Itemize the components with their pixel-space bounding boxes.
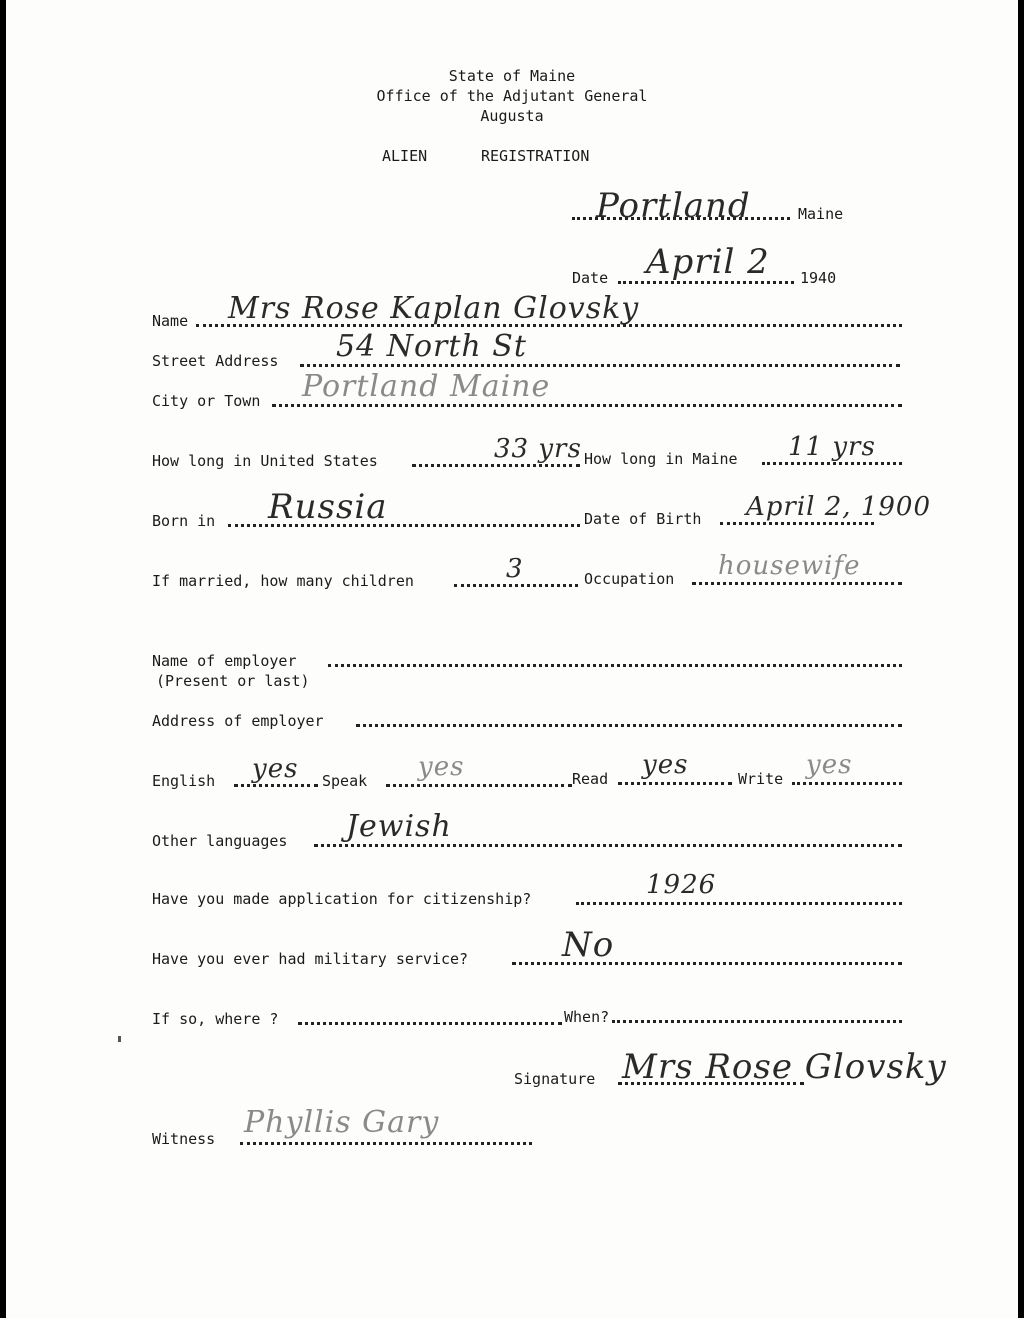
when-line	[612, 1017, 902, 1023]
military-value: No	[562, 925, 615, 965]
signature-value: Mrs Rose Glovsky	[622, 1047, 947, 1087]
city-label: City or Town	[152, 392, 261, 410]
born-label: Born in	[152, 512, 216, 530]
header-office: Office of the Adjutant General	[376, 87, 648, 105]
employer-label: Name of employer	[152, 652, 297, 670]
street-label: Street Address	[152, 352, 279, 370]
speak-line	[386, 781, 572, 787]
us-label: How long in United States	[152, 452, 378, 470]
title-alien: ALIEN	[382, 147, 428, 165]
citizenship-label: Have you made application for citizenship?	[152, 890, 532, 908]
name-value: Mrs Rose Kaplan Glovsky	[228, 291, 640, 326]
citizenship-line	[576, 899, 902, 905]
military-label: Have you ever had military service?	[152, 950, 469, 968]
speak-label: Speak	[322, 772, 368, 790]
street-value: 54 North St	[336, 329, 527, 364]
children-value: 3	[506, 554, 524, 584]
date-label: Date	[572, 269, 609, 287]
us-value: 33 yrs	[494, 434, 582, 464]
place-suffix: Maine	[798, 205, 844, 223]
date-value: April 2	[646, 242, 770, 282]
employer-sub: (Present or last)	[156, 672, 310, 690]
maine-value: 11 yrs	[788, 432, 876, 462]
place-value: Portland	[596, 186, 751, 226]
born-value: Russia	[268, 487, 388, 527]
english-value: yes	[252, 754, 299, 784]
speak-value: yes	[418, 752, 465, 782]
dob-value: April 2, 1900	[746, 492, 931, 522]
city-value: Portland Maine	[302, 369, 551, 404]
occupation-value: housewife	[718, 551, 861, 581]
ifso-line	[298, 1019, 562, 1025]
employer-line	[328, 661, 902, 667]
employer-address-line	[356, 721, 902, 727]
read-label: Read	[572, 770, 609, 788]
header-city: Augusta	[480, 107, 544, 125]
ifso-label: If so, where ?	[152, 1010, 279, 1028]
header-state: State of Maine	[448, 67, 576, 85]
dob-label: Date of Birth	[584, 510, 702, 528]
employer-address-label: Address of employer	[152, 712, 324, 730]
witness-value: Phyllis Gary	[244, 1105, 440, 1140]
maine-label: How long in Maine	[584, 450, 738, 468]
children-label: If married, how many children	[152, 572, 414, 590]
name-label: Name	[152, 312, 189, 330]
stray-mark	[118, 1036, 121, 1042]
citizenship-value: 1926	[646, 870, 717, 900]
read-value: yes	[642, 750, 689, 780]
write-label: Write	[738, 770, 784, 788]
when-label: When?	[564, 1008, 610, 1026]
write-value: yes	[806, 750, 853, 780]
signature-label: Signature	[514, 1070, 596, 1088]
title-registration: REGISTRATION	[481, 147, 590, 165]
other-languages-label: Other languages	[152, 832, 288, 850]
occupation-label: Occupation	[584, 570, 675, 588]
registration-form	[6, 0, 1018, 1318]
other-languages-value: Jewish	[346, 809, 452, 844]
witness-label: Witness	[152, 1130, 216, 1148]
english-label: English	[152, 772, 216, 790]
date-year: 1940	[800, 269, 837, 287]
